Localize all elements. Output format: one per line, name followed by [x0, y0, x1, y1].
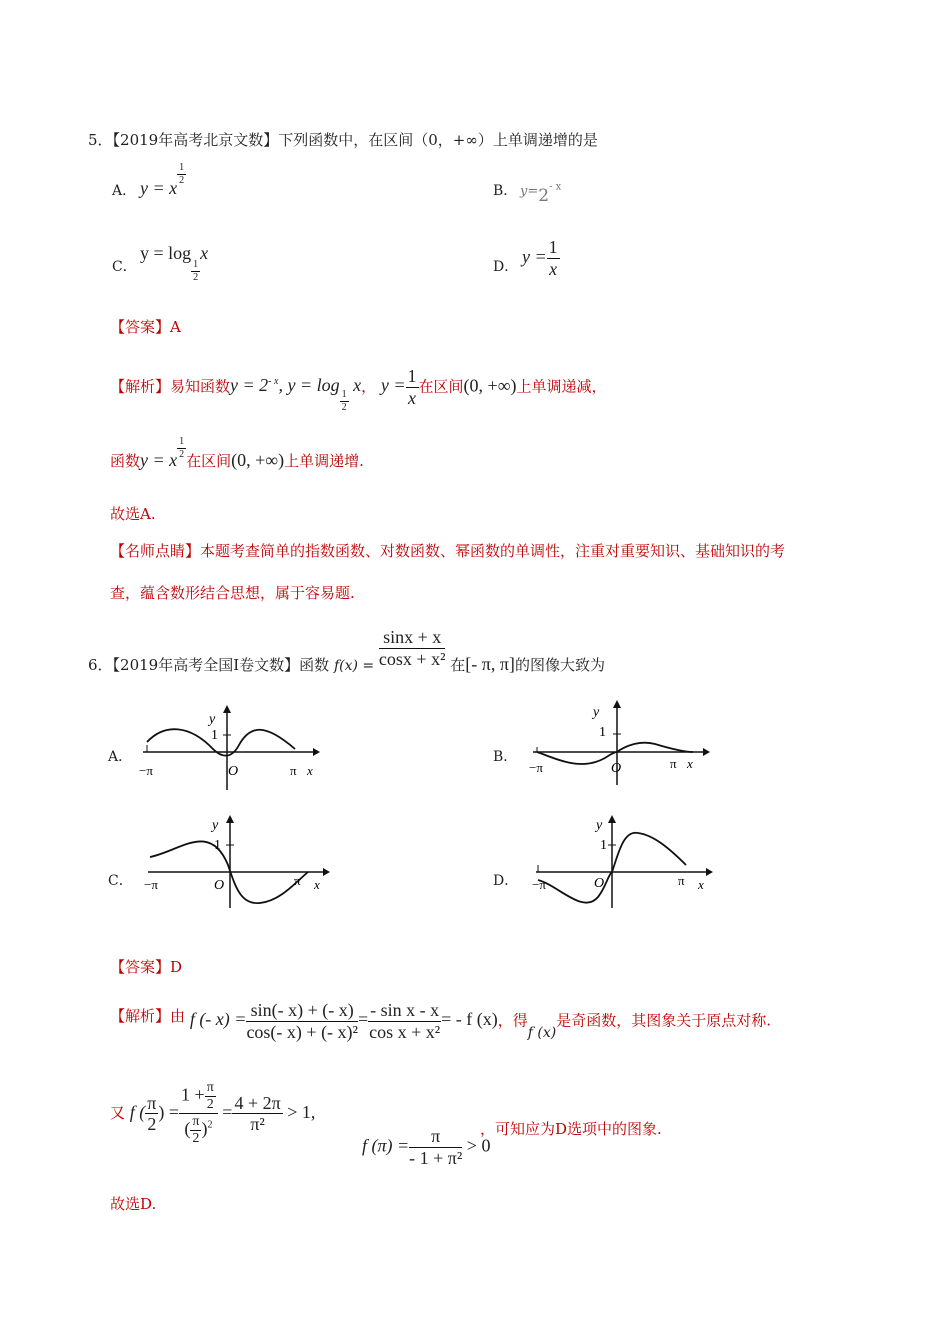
tick-label-one: 1	[599, 725, 606, 740]
q5-stem: 下列函数中，在区间（0，+∞）上单调递增的是	[278, 131, 598, 149]
q5-option-c-expr: y = log $\frac{1}{2}$ x	[140, 243, 209, 283]
q6-answer: 【答案】D	[110, 958, 183, 976]
q6-analysis-line1: 【解析】由 f (- x) = $\frac{\sin(- x) + (- x)}{\text{cos(- x) + (- x)²}}$ = $\frac{\text{- sin x - x}}{\text{cos x + x²}}$ = - f (x)，得f (x)是奇函数，其图象关于原点对称.	[110, 1000, 771, 1042]
x-axis-label: x	[687, 756, 693, 771]
q5-analysis-line1: 【解析】易知函数$y = 2^{- x}$, y = log $\frac{1}{2}$ x， y = $\frac{1}{x}$ 在区间(0, +∞)上单调递减，	[110, 366, 607, 413]
tick-label-pi: π	[294, 873, 301, 888]
tick-label-one: 1	[211, 728, 218, 743]
tick-label-pi: π	[670, 756, 677, 771]
tick-label-neg-pi: −π	[529, 760, 543, 775]
tick-label-neg-pi: −π	[139, 763, 153, 778]
tick-label-pi: π	[678, 873, 685, 888]
x-axis-label: x	[314, 877, 320, 892]
y-axis-label: y	[593, 705, 600, 720]
q5-option-a-label: A．	[112, 183, 137, 199]
q5-option-a-expr: y = x $\frac{1}{2}$	[140, 162, 185, 199]
q6-option-c-label: C．	[108, 873, 133, 889]
q6-option-d-label: D．	[493, 873, 519, 889]
q5-option-d-label: D．	[493, 259, 519, 275]
x-axis-label: x	[698, 877, 704, 892]
tick-label-one: 1	[600, 838, 607, 853]
origin-label: O	[228, 764, 239, 779]
q5-comment-line1: 【名师点睛】本题考查简单的指数函数、对数函数、幂函数的单调性，注重对重要知识、基础知识的考	[110, 542, 786, 560]
q6-stem-line: 6．【2019年高考全国Ⅰ卷文数】函数 f(x) = $\frac{\sin x + x}{\text{cosx + x²}}$ 在[- π, π]的图像大致为	[88, 627, 605, 675]
q5-analysis-line2: 函数y = x $\frac{1}{2}$ 在区间(0, +∞)上单调递增.	[110, 436, 364, 471]
graph-a	[135, 705, 320, 790]
y-axis-label: y	[209, 712, 216, 727]
q5-option-b-expr: $y=2^{- x}$	[520, 181, 562, 206]
q6-number: 6．	[88, 656, 113, 675]
q5-option-c-label: C．	[112, 259, 137, 275]
q5-stem-line	[88, 129, 598, 150]
tick-label-neg-pi: −π	[144, 877, 158, 892]
q5-option-d-expr: y = $\frac{1}{x}$	[522, 237, 558, 279]
q6-analysis-line2: 又 f ( $\frac{\pi}{2}$ ) = 1 + $\frac{\pi}{2}$ ( $\frac{\pi}{2}$ )$^2$ = $\frac{4 + 2\pi}{\text{π²}}$ > 1,	[110, 1080, 316, 1147]
tick-label-one: 1	[214, 838, 221, 853]
q6-conclusion: 故选D.	[110, 1195, 157, 1213]
origin-label: O	[594, 876, 605, 891]
q6-source: 【2019年高考全国Ⅰ卷文数】	[112, 656, 300, 675]
graph-c	[140, 815, 330, 910]
q6-analysis-line2-tail: ，可知应为D选项中的图象.	[480, 1120, 662, 1138]
q6-fpi-expr: f (π) = $\frac{\pi}{\text{- 1 + π²}}$ > 0	[362, 1126, 491, 1168]
x-axis-label: x	[307, 763, 313, 778]
tick-label-pi: π	[290, 763, 297, 778]
y-axis-label: y	[596, 818, 603, 833]
origin-label: O	[214, 878, 225, 893]
y-axis-label: y	[212, 818, 219, 833]
q6-option-b-label: B．	[493, 749, 518, 765]
q6-option-a-label: A．	[108, 749, 133, 765]
graph-d	[528, 815, 718, 910]
q5-option-b-label: B．	[493, 183, 518, 199]
tick-label-neg-pi: −π	[532, 877, 546, 892]
origin-label: O	[611, 761, 622, 776]
q5-comment-line2: 查，蕴含数形结合思想，属于容易题.	[110, 584, 355, 602]
q5-number: 5．	[88, 131, 113, 149]
q5-answer: 【答案】A	[110, 318, 181, 336]
graph-b	[525, 700, 710, 785]
q5-conclusion: 故选A.	[110, 505, 156, 523]
q5-source: 【2019年高考北京文数】	[112, 131, 279, 149]
